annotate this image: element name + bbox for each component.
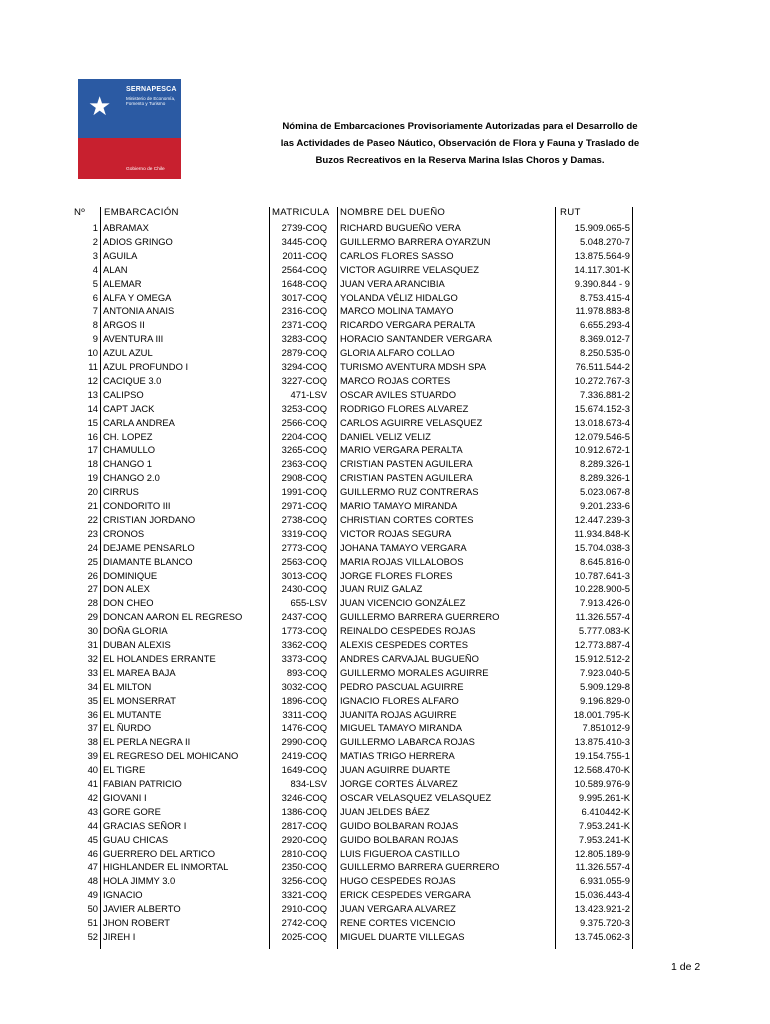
registration: 3445-COQ (281, 235, 327, 247)
vessel-name: DOÑA GLORIA (103, 625, 168, 637)
owner-rut: 11.326.557-4 (575, 611, 630, 623)
owner-name: VICTOR ROJAS SEGURA (340, 527, 452, 539)
owner-name: CARLOS AGUIRRE VELASQUEZ (340, 416, 483, 428)
owner-name: IGNACIO FLORES ALFARO (340, 694, 459, 706)
vessel-name: HIGHLANDER EL INMORTAL (103, 861, 229, 873)
owner-name: TURISMO AVENTURA MDSH SPA (340, 361, 487, 372)
registration: 1773-COQ (281, 625, 327, 637)
row-number: 28 (87, 597, 98, 609)
column-divider (337, 207, 338, 949)
owner-rut: 8.645.816-0 (579, 555, 630, 567)
owner-rut: 5.023.067-8 (579, 486, 630, 498)
owner-rut: 15.909.065-5 (574, 222, 630, 233)
owner-name: GUILLERMO LABARCA ROJAS (340, 736, 475, 748)
header-dueno: NOMBRE DEL DUEÑO (340, 207, 446, 218)
owner-rut: 10.228.900-5 (574, 583, 630, 595)
owner-rut: 15.036.443-4 (574, 889, 630, 901)
registration: 3246-COQ (281, 791, 327, 803)
registration: 1476-COQ (281, 722, 327, 734)
owner-name: ALEXIS CESPEDES CORTES (340, 639, 468, 650)
registration: 1991-COQ (281, 486, 327, 498)
registration: 3227-COQ (281, 374, 327, 386)
logo-brand: SERNAPESCA (126, 86, 177, 93)
owner-rut: 18.001.795-K (573, 708, 630, 720)
vessel-name: GRACIAS SEÑOR I (103, 819, 187, 831)
row-number: 5 (92, 277, 98, 289)
row-number: 41 (87, 778, 98, 789)
registration: 2920-COQ (281, 833, 327, 845)
row-number: 42 (87, 791, 98, 803)
row-number: 48 (87, 875, 98, 887)
owner-name: OSCAR VELASQUEZ VELASQUEZ (340, 791, 492, 803)
vessel-name: DON ALEX (103, 583, 150, 595)
vessel-name: GUERRERO DEL ARTICO (103, 847, 215, 859)
owner-rut: 7.953.241-K (578, 833, 630, 845)
owner-rut: 5.048.270-7 (579, 235, 630, 247)
row-number: 51 (87, 917, 98, 928)
vessel-name: DOMINIQUE (103, 569, 158, 581)
row-number: 47 (87, 861, 98, 873)
registration: 3311-COQ (282, 708, 327, 720)
vessel-name: DONCAN AARON EL REGRESO (103, 611, 243, 623)
owner-rut: 76.511.544-2 (575, 361, 630, 372)
row-number: 14 (87, 402, 98, 414)
owner-rut: 8.753.415-4 (579, 291, 630, 303)
owner-rut: 7.336.881-2 (579, 388, 630, 400)
vessel-name: CRISTIAN JORDANO (103, 513, 196, 525)
row-number: 20 (87, 486, 98, 498)
vessel-name: AZUL AZUL (103, 347, 153, 359)
vessel-name: JAVIER ALBERTO (103, 903, 181, 915)
registration: 2879-COQ (281, 347, 327, 359)
row-number: 38 (87, 736, 98, 748)
owner-name: RENE CORTES VICENCIO (340, 917, 456, 928)
sernapesca-logo (78, 79, 181, 179)
owner-name: GUIDO BOLBARAN ROJAS (340, 833, 459, 845)
header-num: Nº (74, 207, 86, 218)
header-matricula: MATRICULA (272, 207, 330, 218)
owner-name: MARIO VERGARA PERALTA (340, 444, 463, 456)
owner-name: JORGE CORTES ÁLVAREZ (340, 778, 458, 789)
column-divider (555, 207, 556, 949)
vessel-name: EL MONSERRAT (103, 694, 176, 706)
row-number: 43 (87, 805, 98, 817)
row-number: 30 (87, 625, 98, 637)
registration: 3321-COQ (281, 889, 327, 901)
registration: 2363-COQ (281, 458, 327, 470)
vessel-name: EL TIGRE (103, 764, 146, 776)
owner-rut: 9.995.261-K (578, 791, 630, 803)
owner-name: DANIEL VELIZ VELIZ (340, 430, 431, 442)
title-line-2: las Actividades de Paseo Náutico, Observación de Flora y Fauna y Traslado de (280, 138, 640, 149)
registration: 893-COQ (286, 666, 327, 678)
header-rut: RUT (560, 207, 581, 218)
registration: 1386-COQ (281, 805, 327, 817)
vessel-name: CRONOS (103, 527, 145, 539)
owner-rut: 12.079.546-5 (574, 430, 630, 442)
owner-name: JUAN RUIZ GALAZ (340, 583, 423, 595)
registration: 2739-COQ (281, 222, 327, 233)
owner-name: PEDRO PASCUAL AGUIRRE (340, 680, 464, 692)
vessel-name: CALIPSO (103, 388, 144, 400)
owner-name: GUILLERMO BARRERA OYARZUN (340, 235, 491, 247)
vessel-name: ALFA Y OMEGA (103, 291, 172, 303)
vessel-name: CHANGO 1 (103, 458, 152, 470)
vessel-name: EL MAREA BAJA (103, 666, 176, 678)
owner-rut: 11.326.557-4 (575, 861, 630, 873)
page-number: 1 de 2 (671, 961, 701, 973)
vessel-name: ABRAMAX (103, 222, 149, 233)
row-number: 16 (87, 430, 98, 442)
registration: 1649-COQ (281, 764, 327, 776)
registration: 471-LSV (290, 388, 327, 400)
owner-name: JUAN VERGARA ALVAREZ (340, 903, 456, 915)
row-number: 34 (87, 680, 98, 692)
owner-rut: 9.201.233-6 (579, 500, 630, 511)
column-divider (269, 207, 270, 949)
row-number: 23 (87, 527, 98, 539)
owner-rut: 8.289.326-1 (579, 472, 630, 484)
row-number: 27 (87, 583, 98, 595)
coat-of-arms-icon: ★ (88, 91, 112, 121)
vessel-name: ANTONIA ANAIS (103, 305, 175, 317)
owner-rut: 12.773.887-4 (574, 639, 630, 650)
logo-ministry: Ministerio de Economía, Fomento y Turismo (126, 96, 176, 107)
owner-rut: 7.851012-9 (582, 722, 630, 734)
vessel-name: EL MILTON (103, 680, 152, 692)
owner-rut: 15.674.152-3 (574, 402, 630, 414)
row-number: 13 (87, 388, 98, 400)
document-title (240, 118, 680, 169)
registration: 2419-COQ (281, 750, 327, 762)
registration: 1896-COQ (281, 694, 327, 706)
owner-name: GLORIA ALFARO COLLAO (340, 347, 455, 359)
row-number: 46 (87, 847, 98, 859)
owner-name: JUAN JELDES BÁEZ (340, 805, 430, 817)
registration: 2566-COQ (281, 416, 327, 428)
vessel-name: ADIOS GRINGO (103, 235, 173, 247)
registration: 2025-COQ (281, 930, 327, 942)
owner-rut: 13.875.410-3 (574, 736, 630, 748)
row-number: 10 (87, 347, 98, 359)
owner-name: RICHARD BUGUEÑO VERA (340, 222, 461, 233)
row-number: 32 (87, 652, 98, 664)
title-line-1: Nómina de Embarcaciones Provisoriamente Autorizadas para el Desarrollo de (282, 121, 638, 132)
owner-name: GUILLERMO RUZ CONTRERAS (340, 486, 479, 498)
row-number: 11 (88, 361, 98, 372)
vessel-name: DON CHEO (103, 597, 154, 609)
registration: 3294-COQ (281, 361, 327, 372)
vessel-name: CHANGO 2.0 (103, 472, 160, 484)
owner-rut: 7.913.426-0 (579, 597, 630, 609)
row-number: 7 (92, 305, 98, 317)
owner-name: VICTOR AGUIRRE VELASQUEZ (340, 263, 479, 275)
vessel-name: DIAMANTE BLANCO (103, 555, 193, 567)
registration: 2910-COQ (281, 903, 327, 915)
row-number: 40 (87, 764, 98, 776)
owner-name: HUGO CESPEDES ROJAS (340, 875, 456, 887)
owner-rut: 7.923.040-5 (579, 666, 630, 678)
vessel-name: CACIQUE 3.0 (103, 374, 162, 386)
registration: 3373-COQ (281, 652, 327, 664)
owner-rut: 15.912.512-2 (574, 652, 630, 664)
owner-rut: 12.568.470-K (573, 764, 630, 776)
registration: 3013-COQ (281, 569, 327, 581)
vessel-name: GIOVANI I (103, 791, 147, 803)
owner-rut: 12.447.239-3 (574, 513, 630, 525)
owner-name: CHRISTIAN CORTES CORTES (340, 513, 474, 525)
vessel-name: ALEMAR (103, 277, 142, 289)
owner-rut: 13.018.673-4 (574, 416, 630, 428)
registration: 3256-COQ (281, 875, 327, 887)
registration: 2817-COQ (281, 819, 327, 831)
row-number: 2 (92, 235, 98, 247)
registration: 2437-COQ (281, 611, 327, 623)
row-number: 45 (87, 833, 98, 845)
owner-name: JUANITA ROJAS AGUIRRE (340, 708, 457, 720)
registration: 2316-COQ (281, 305, 327, 317)
vessel-name: DEJAME PENSARLO (103, 541, 195, 553)
owner-name: REINALDO CESPEDES ROJAS (340, 625, 476, 637)
owner-rut: 14.117.301-K (574, 263, 630, 275)
owner-rut: 13.423.921-2 (574, 903, 630, 915)
registration: 655-LSV (290, 597, 327, 609)
vessel-name: AZUL PROFUNDO I (103, 361, 189, 372)
row-number: 24 (87, 541, 98, 553)
row-number: 3 (92, 249, 98, 261)
vessel-name: HOLA JIMMY 3.0 (103, 875, 176, 887)
owner-rut: 6.655.293-4 (579, 319, 630, 331)
owner-name: CRISTIAN PASTEN AGUILERA (340, 458, 473, 470)
registration: 2204-COQ (281, 430, 327, 442)
registration: 3032-COQ (281, 680, 327, 692)
vessel-name: CARLA ANDREA (103, 416, 175, 428)
registration: 2371-COQ (281, 319, 327, 331)
registration: 2908-COQ (281, 472, 327, 484)
owner-name: MARIO TAMAYO MIRANDA (340, 500, 458, 511)
owner-name: MATIAS TRIGO HERRERA (340, 750, 455, 762)
row-number: 29 (87, 611, 98, 623)
owner-rut: 5.909.129-8 (579, 680, 630, 692)
owner-name: ANDRES CARVAJAL BUGUEÑO (340, 652, 479, 664)
row-number: 1 (92, 222, 98, 233)
row-number: 37 (87, 722, 98, 734)
vessel-name: GORE GORE (103, 805, 161, 817)
vessel-name: CIRRUS (103, 486, 139, 498)
owner-rut: 9.390.844 - 9 (574, 277, 630, 289)
vessel-name: EL PERLA NEGRA II (103, 736, 191, 748)
registration: 3265-COQ (281, 444, 327, 456)
registration: 2773-COQ (281, 541, 327, 553)
row-number: 6 (92, 291, 98, 303)
row-number: 15 (87, 416, 98, 428)
row-number: 50 (87, 903, 98, 915)
row-number: 49 (87, 889, 98, 901)
row-number: 18 (87, 458, 98, 470)
owner-name: GUILLERMO BARRERA GUERRERO (340, 861, 500, 873)
row-number: 36 (87, 708, 98, 720)
vessel-name: JIREH I (103, 930, 136, 942)
owner-rut: 15.704.038-3 (574, 541, 630, 553)
row-number: 8 (92, 319, 98, 331)
row-number: 12 (87, 374, 98, 386)
registration: 3283-COQ (281, 333, 327, 345)
owner-name: YOLANDA VÉLIZ HIDALGO (340, 291, 458, 303)
owner-name: JUAN VICENCIO GONZÁLEZ (340, 597, 466, 609)
title-line-3: Buzos Recreativos en la Reserva Marina Islas Choros y Damas. (315, 155, 605, 166)
owner-rut: 5.777.083-K (578, 625, 630, 637)
vessel-name: EL REGRESO DEL MOHICANO (103, 750, 239, 762)
owner-rut: 11.978.883-8 (575, 305, 630, 317)
registration: 834-LSV (290, 778, 327, 789)
row-number: 35 (87, 694, 98, 706)
vessel-name: DUBAN ALEXIS (103, 639, 171, 650)
registration: 2990-COQ (281, 736, 327, 748)
owner-name: MARIA ROJAS VILLALOBOS (340, 555, 464, 567)
row-number: 52 (87, 930, 98, 942)
owner-rut: 10.787.641-3 (574, 569, 630, 581)
owner-name: JORGE FLORES FLORES (340, 569, 453, 581)
vessel-name: FABIAN PATRICIO (103, 778, 182, 789)
owner-name: GUIDO BOLBARAN ROJAS (340, 819, 459, 831)
owner-name: CARLOS FLORES SASSO (340, 249, 454, 261)
row-number: 21 (87, 500, 98, 511)
row-number: 4 (92, 263, 98, 275)
vessel-name: IGNACIO (103, 889, 143, 901)
vessel-name: AGUILA (103, 249, 138, 261)
owner-rut: 11.934.848-K (574, 527, 630, 539)
owner-name: ERICK CESPEDES VERGARA (340, 889, 471, 901)
owner-rut: 10.272.767-3 (574, 374, 630, 386)
vessel-name: JHON ROBERT (103, 917, 171, 928)
registration: 3253-COQ (281, 402, 327, 414)
logo-government: Gobierno de Chile (126, 167, 165, 172)
owner-name: JUAN AGUIRRE DUARTE (340, 764, 451, 776)
registration: 2564-COQ (281, 263, 327, 275)
owner-name: MIGUEL TAMAYO MIRANDA (340, 722, 463, 734)
owner-rut: 13.745.062-3 (574, 930, 630, 942)
vessel-name: CH. LOPEZ (103, 430, 153, 442)
owner-name: MIGUEL DUARTE VILLEGAS (340, 930, 465, 942)
registration: 2430-COQ (281, 583, 327, 595)
registration: 2563-COQ (281, 555, 327, 567)
owner-name: HORACIO SANTANDER VERGARA (340, 333, 492, 345)
vessel-name: EL ÑURDO (103, 722, 152, 734)
owner-rut: 13.875.564-9 (574, 249, 630, 261)
registration: 1648-COQ (281, 277, 327, 289)
owner-rut: 6.410442-K (581, 805, 630, 817)
registration: 2742-COQ (281, 917, 327, 928)
row-number: 44 (87, 819, 98, 831)
owner-name: RICARDO VERGARA PERALTA (340, 319, 476, 331)
row-number: 9 (92, 333, 98, 345)
vessel-name: EL MUTANTE (103, 708, 162, 720)
owner-rut: 9.375.720-3 (579, 917, 630, 928)
owner-name: OSCAR AVILES STUARDO (340, 388, 456, 400)
owner-rut: 12.805.189-9 (574, 847, 630, 859)
row-number: 26 (87, 569, 98, 581)
row-number: 39 (87, 750, 98, 762)
vessel-name: EL HOLANDES ERRANTE (103, 652, 216, 664)
row-number: 17 (87, 444, 98, 456)
row-number: 33 (87, 666, 98, 678)
vessel-name: CONDORITO III (103, 500, 171, 511)
registration: 2738-COQ (281, 513, 327, 525)
owner-name: CRISTIAN PASTEN AGUILERA (340, 472, 473, 484)
owner-rut: 8.369.012-7 (579, 333, 630, 345)
registration: 3017-COQ (281, 291, 327, 303)
column-divider (632, 207, 633, 949)
vessel-name: GUAU CHICAS (103, 833, 169, 845)
row-number: 25 (87, 555, 98, 567)
owner-name: JOHANA TAMAYO VERGARA (340, 541, 467, 553)
owner-name: MARCO MOLINA TAMAYO (340, 305, 454, 317)
vessel-name: CHAMULLO (103, 444, 156, 456)
row-number: 22 (87, 513, 98, 525)
vessel-name: AVENTURA III (103, 333, 164, 345)
registration: 3362-COQ (281, 639, 327, 650)
vessel-name: ALAN (103, 263, 128, 275)
vessel-name: ARGOS II (103, 319, 145, 331)
registration: 2011-COQ (282, 249, 327, 261)
owner-name: LUIS FIGUEROA CASTILLO (340, 847, 460, 859)
registration: 2971-COQ (281, 500, 327, 511)
owner-rut: 9.196.829-0 (579, 694, 630, 706)
owner-name: GUILLERMO BARRERA GUERRERO (340, 611, 500, 623)
owner-name: RODRIGO FLORES ALVAREZ (340, 402, 469, 414)
owner-name: GUILLERMO MORALES AGUIRRE (340, 666, 489, 678)
owner-rut: 19.154.755-1 (574, 750, 630, 762)
owner-rut: 10.912.672-1 (574, 444, 630, 456)
registration: 3319-COQ (281, 527, 327, 539)
owner-rut: 7.953.241-K (578, 819, 630, 831)
registration: 2350-COQ (281, 861, 327, 873)
column-divider (100, 207, 101, 949)
owner-rut: 6.931.055-9 (579, 875, 630, 887)
owner-rut: 8.289.326-1 (579, 458, 630, 470)
row-number: 31 (87, 639, 98, 650)
header-embarcacion: EMBARCACIÓN (104, 207, 179, 218)
vessel-name: CAPT JACK (103, 402, 155, 414)
owner-name: JUAN VERA ARANCIBIA (340, 277, 445, 289)
registration: 2810-COQ (281, 847, 327, 859)
owner-name: MARCO ROJAS CORTES (340, 374, 451, 386)
owner-rut: 8.250.535-0 (579, 347, 630, 359)
row-number: 19 (87, 472, 98, 484)
owner-rut: 10.589.976-9 (574, 778, 630, 789)
